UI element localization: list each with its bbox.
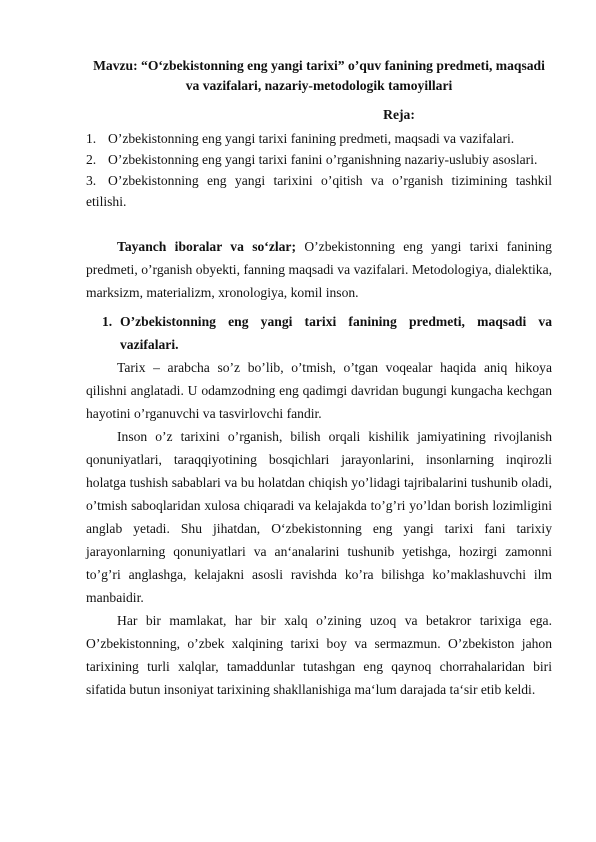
body-paragraph: Tarix – arabcha so’z bo’lib, o’tmish, o’tgan voqealar haqida aniq hikoya qilishni anglatadi. U odamzodning eng qadimgi davridan bugungi kungacha kechgan hayotini o’rganuvchi va tasvirlovchi fandir.	[86, 360, 552, 421]
keywords-text: O’zbekistonning eng yangi tarixi fanining predmeti, o’rganish obyekti, fanning maqsadi va vazifalari. Metodologiya, dialektika, marksizm, materializm, xronologiya, komil inson.	[86, 239, 552, 300]
title-line-1: Mavzu: “O‘zbekistonning eng yangi tarixi” o’quv fanining predmeti, maqsadi	[93, 58, 545, 73]
document-page	[86, 50, 552, 701]
title-line-2: va vazifalari, nazariy-metodologik tamoyillari	[185, 78, 453, 93]
plan-item-number: 2.	[86, 152, 97, 167]
section-1-number: 1.	[102, 314, 113, 329]
plan-heading: Reja:	[383, 107, 415, 122]
body-paragraph: Har bir mamlakat, har bir xalq o’zining uzoq va betakror tarixiga ega. O’zbekistonning, o’zbek xalqining tarixi boy va sermazmun. O’zbekiston jahon tarixining turli xalqlar, tamaddunlar tutashgan eng qaynoq chorrahalaridan biri sifatida butun insoniyat tarixining shakllanishiga ma‘lum darajada ta‘sir etib keldi.	[86, 613, 552, 697]
plan-item	[86, 128, 552, 149]
plan-item-number: 1.	[86, 131, 97, 146]
document-title	[86, 56, 552, 96]
plan-list	[86, 128, 552, 212]
plan-item-text: O’zbekistonning eng yangi tarixi fanining predmeti, maqsadi va vazifalari.	[108, 131, 515, 146]
spacer	[86, 212, 552, 235]
keywords-paragraph	[86, 235, 552, 304]
keywords-label: Tayanch iboralar va so‘zlar;	[117, 239, 296, 254]
section-1-heading	[102, 310, 552, 356]
section-1-title: O’zbekistonning eng yangi tarixi fanining predmeti, maqsadi va vazifalari.	[120, 314, 552, 352]
plan-item-text: O’zbekistonning eng yangi tarixini o’qitish va o’rganish tizimining tashkil etilishi.	[86, 173, 552, 209]
plan-item-text: O’zbekistonning eng yangi tarixi fanini o’rganishning nazariy-uslubiy asoslari.	[108, 152, 538, 167]
plan-item	[86, 149, 552, 170]
plan-item-number: 3.	[86, 173, 97, 188]
body-paragraph: Inson o’z tarixini o’rganish, bilish orqali kishilik jamiyatining rivojlanish qonuniyatlari, taraqqiyotining bosqichlari jarayonlarini, insonlarning inqirozli holatga tushish sabablari va bu holatdan chiqish yo’lidagi tajribalarini tushunib oladi, o’tmish saboqlaridan xulosa chiqaradi va kelajakda to’g’ri yo’ldan borish lozimligini anglab yetadi. Shu jihatdan, O‘zbekistonning eng yangi tarixi fani tarixiy jarayonlarning qonuniyatlari va an‘analarini tushunib yetishga, hozirgi zamonni to’g’ri anglashga, kelajakni asosli ravishda ko’ra bilishga ko’maklashuvchi ilm manbaidir.	[86, 429, 552, 605]
plan-item	[86, 170, 552, 212]
